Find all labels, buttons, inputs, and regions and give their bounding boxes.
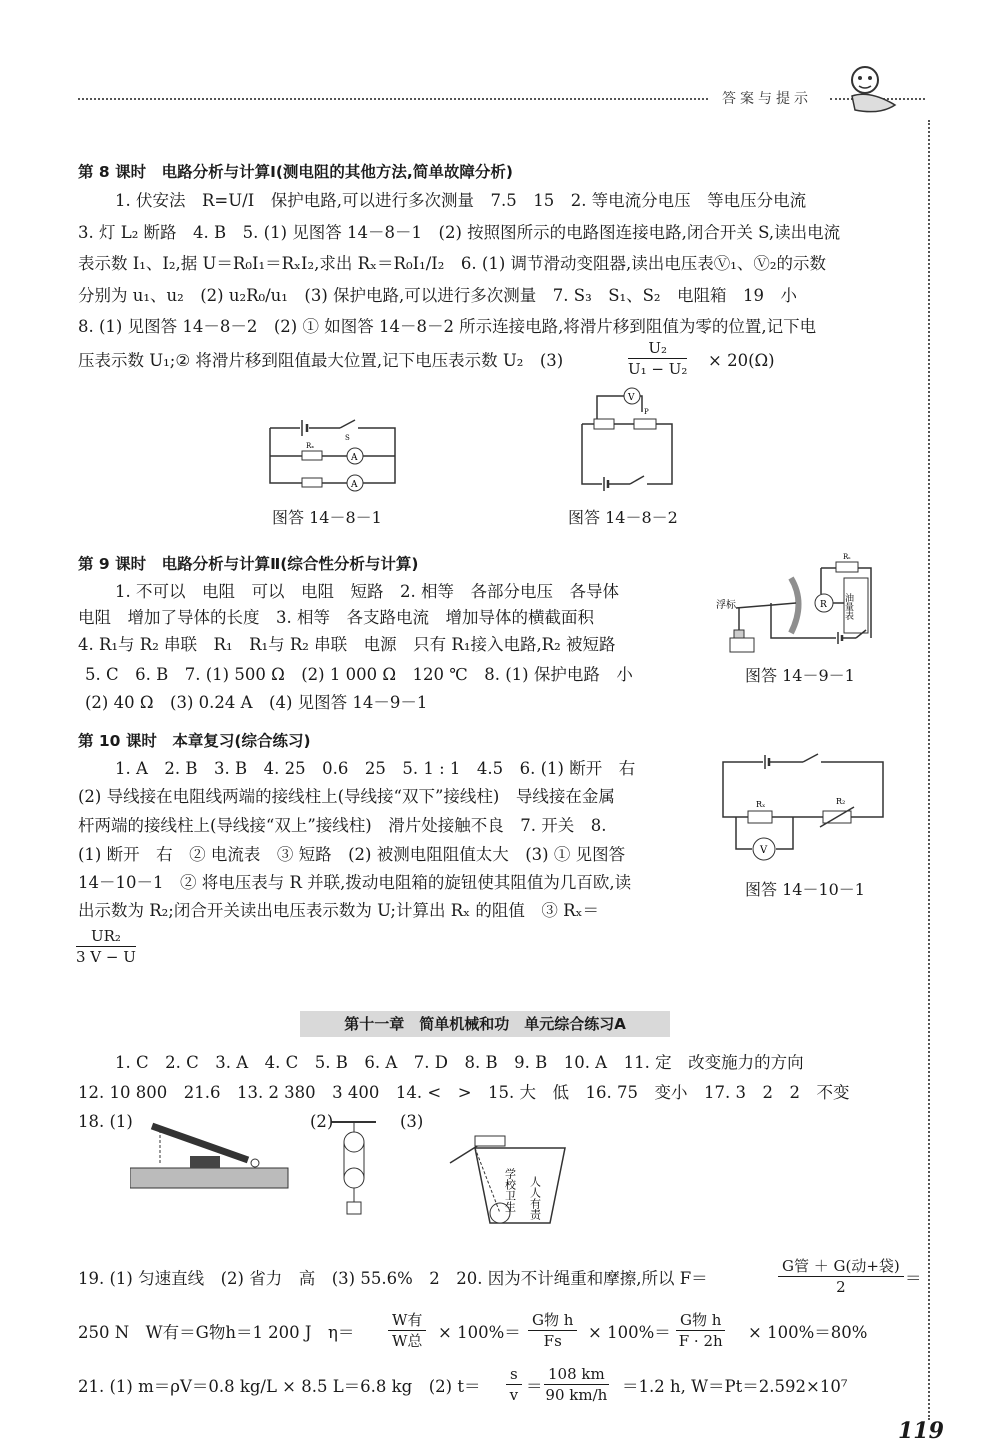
s9-line1: 1. 不可以 电阻 可以 电阻 短路 2. 相等 各部分电压 各导体 — [115, 582, 619, 601]
s8-fraction — [628, 338, 687, 379]
ch11-line5a: 250 N W有＝G物h＝1 200 J η＝ — [78, 1323, 355, 1342]
margin-rule — [928, 120, 930, 1420]
eta-frac-1 — [388, 1310, 426, 1351]
t-f2-num: 108 km — [544, 1364, 609, 1385]
ch11-line5c: × 100%＝ — [588, 1323, 671, 1342]
t-frac-2 — [544, 1364, 609, 1405]
q20-fraction — [778, 1256, 904, 1297]
s8-frac-num: U₂ — [628, 338, 687, 359]
fig1-ammeter-1: A — [351, 453, 358, 463]
ch11-line6a: 21. (1) m＝ρV＝0.8 kg/L × 8.5 L＝6.8 kg (2) t＝ — [78, 1377, 481, 1396]
s10-title: 第 10 课时 本章复习(综合练习) — [78, 732, 311, 750]
eta-f1-den: W总 — [392, 1332, 423, 1350]
t-f2-den: 90 km/h — [545, 1386, 608, 1404]
fig1-rx: Rₓ — [306, 442, 315, 450]
s10-fraction — [76, 926, 136, 967]
trashcan-lever-figure — [430, 1118, 570, 1233]
ch11-q18-1: 18. (1) — [78, 1112, 133, 1131]
s10-line3: 杆两端的接线柱上(导线接“双上”接线柱) 滑片处接触不良 7. 开关 8. — [78, 816, 607, 835]
s9-line5: (2) 40 Ω (3) 0.24 A (4) 见图答 14－9－1 — [85, 693, 428, 712]
ch11-q18-3: (3) — [400, 1112, 424, 1131]
fig10-r2: R₂ — [836, 797, 846, 806]
eta-frac-2 — [528, 1310, 577, 1351]
ch11-line5b: × 100%＝ — [438, 1323, 521, 1342]
eta-f1-num: W有 — [388, 1310, 426, 1331]
s9-line3: 4. R₁与 R₂ 串联 R₁ R₁与 R₂ 串联 电源 只有 R₁接入电路,R₂ 被短路 — [78, 635, 616, 654]
trashcan-text-1: 学校卫生 — [503, 1168, 517, 1212]
eta-f3-num: G物 h — [676, 1310, 725, 1331]
q20-eq: ＝ — [905, 1269, 922, 1288]
fig-caption-14-10-1: 图答 14－10－1 — [745, 880, 865, 899]
t-f1-num: s — [506, 1364, 522, 1385]
circuit-14-8-1 — [260, 408, 410, 498]
mascot-icon — [840, 60, 910, 120]
s9-line4: 5. C 6. B 7. (1) 500 Ω (2) 1 000 Ω 120 ℃ 8. (1) 保护电路 小 — [85, 665, 633, 684]
s9-line2: 电阻 增加了导体的长度 3. 相等 各支路电流 增加导体的横截面积 — [78, 608, 594, 627]
s8-frac-tail: × 20(Ω) — [708, 351, 775, 370]
fig-caption-14-9-1: 图答 14－9－1 — [745, 666, 855, 685]
circuit-14-9-1 — [716, 548, 896, 658]
fig10-rx: Rₓ — [756, 800, 766, 809]
fig9-rs: Rₛ — [843, 553, 851, 561]
fig9-float-label: 浮标 — [716, 600, 736, 611]
t-eq: ＝ — [526, 1377, 543, 1396]
s10-frac-num: UR₂ — [76, 926, 136, 947]
s8-frac-den: U₁ − U₂ — [628, 360, 688, 378]
s10-line6: 出示数为 R₂;闭合开关读出电压表示数为 U;计算出 Rₓ 的阻值 ③ Rₓ＝ — [78, 901, 600, 920]
header-rule — [78, 98, 708, 100]
circuit-14-10-1 — [718, 752, 888, 872]
s10-line4: (1) 断开 右 ② 电流表 ③ 短路 (2) 被测电阻阻值太大 (3) ① 见图答 — [78, 845, 626, 864]
t-f1-den: v — [509, 1386, 519, 1404]
pulley-figure — [330, 1120, 380, 1220]
s8-line1: 1. 伏安法 R=U/I 保护电路,可以进行多次测量 7.5 15 2. 等电流分电压 等电压分电流 — [115, 191, 807, 210]
chapter-title: 第十一章 简单机械和功 单元综合练习A — [300, 1011, 670, 1037]
lever-figure — [130, 1118, 290, 1193]
eta-frac-3 — [676, 1310, 725, 1351]
s8-line5: 8. (1) 见图答 14－8－2 (2) ① 如图答 14－8－2 所示连接电路,将滑片移到阻值为零的位置,记下电 — [78, 317, 817, 336]
s8-line3: 表示数 I₁、I₂,据 U＝R₀I₁＝RₓI₂,求出 Rₓ＝R₀I₁/I₂ 6. (1) 调节滑动变阻器,读出电压表Ⓥ₁、Ⓥ₂的示数 — [78, 254, 826, 273]
fig9-gauge-label: 油量表 — [843, 593, 853, 620]
s8-line2: 3. 灯 L₂ 断路 4. B 5. (1) 见图答 14－8－1 (2) 按照图所示的电路图连接电路,闭合开关 S,读出电流 — [78, 223, 841, 242]
header-label: 答案与提示 — [722, 91, 812, 107]
ch11-line2: 12. 10 800 21.6 13. 2 380 3 400 14. < > 15. 大 低 16. 75 变小 17. 3 2 2 不变 — [78, 1083, 850, 1102]
q20-frac-den: 2 — [836, 1278, 846, 1296]
s10-line2: (2) 导线接在电阻线两端的接线柱上(导线接“双下”接线柱) 导线接在金属 — [78, 787, 615, 806]
page-number: 119 — [898, 1418, 944, 1444]
ch11-line1: 1. C 2. C 3. A 4. C 5. B 6. A 7. D 8. B 9. B 10. A 11. 定 改变施力的方向 — [115, 1053, 804, 1072]
fig9-r: R — [820, 600, 827, 610]
s10-line1: 1. A 2. B 3. B 4. 25 0.6 25 5. 1 : 1 4.5 6. (1) 断开 右 — [115, 759, 636, 778]
ch11-q18-2: (2) — [310, 1112, 334, 1131]
q20-frac-num: G管 ＋ G(动+袋) — [778, 1256, 904, 1277]
s8-title: 第 8 课时 电路分析与计算Ⅰ(测电阻的其他方法,简单故障分析) — [78, 163, 513, 181]
fig-caption-14-8-2: 图答 14－8－2 — [568, 508, 678, 527]
eta-f2-den: Fs — [543, 1332, 562, 1350]
s10-line5: 14－10－1 ② 将电压表与 R 并联,拨动电阻箱的旋钮使其阻值为几百欧,读 — [78, 873, 632, 892]
ch11-line4: 19. (1) 匀速直线 (2) 省力 高 (3) 55.6% 2 20. 因为不计绳重和摩擦,所以 F＝ — [78, 1269, 708, 1288]
fig10-voltmeter: V — [760, 845, 768, 856]
s8-line6: 压表示数 U₁;② 将滑片移到阻值最大位置,记下电压表示数 U₂ (3) — [78, 351, 564, 370]
fig2-voltmeter: V — [628, 393, 635, 403]
eta-f2-num: G物 h — [528, 1310, 577, 1331]
fig1-ammeter-2: A — [351, 480, 358, 490]
ch11-line6b: ＝1.2 h, W＝Pt＝2.592×10⁷ — [622, 1377, 848, 1396]
fig-caption-14-8-1: 图答 14－8－1 — [272, 508, 382, 527]
eta-f3-den: F · 2h — [678, 1332, 723, 1350]
s8-line4: 分别为 u₁、u₂ (2) u₂R₀/u₁ (3) 保护电路,可以进行多次测量 7. S₃ S₁、S₂ 电阻箱 19 小 — [78, 286, 798, 305]
fig2-slider: P — [644, 408, 649, 416]
ch11-line5d: × 100%＝80% — [748, 1323, 868, 1342]
s9-title: 第 9 课时 电路分析与计算Ⅱ(综合性分析与计算) — [78, 555, 419, 573]
s10-frac-den: 3 V − U — [76, 948, 136, 966]
fig1-switch: S — [345, 434, 350, 442]
t-frac-1 — [506, 1364, 522, 1405]
trashcan-text-2: 人人有责 — [528, 1176, 542, 1220]
circuit-14-8-2 — [572, 384, 692, 494]
